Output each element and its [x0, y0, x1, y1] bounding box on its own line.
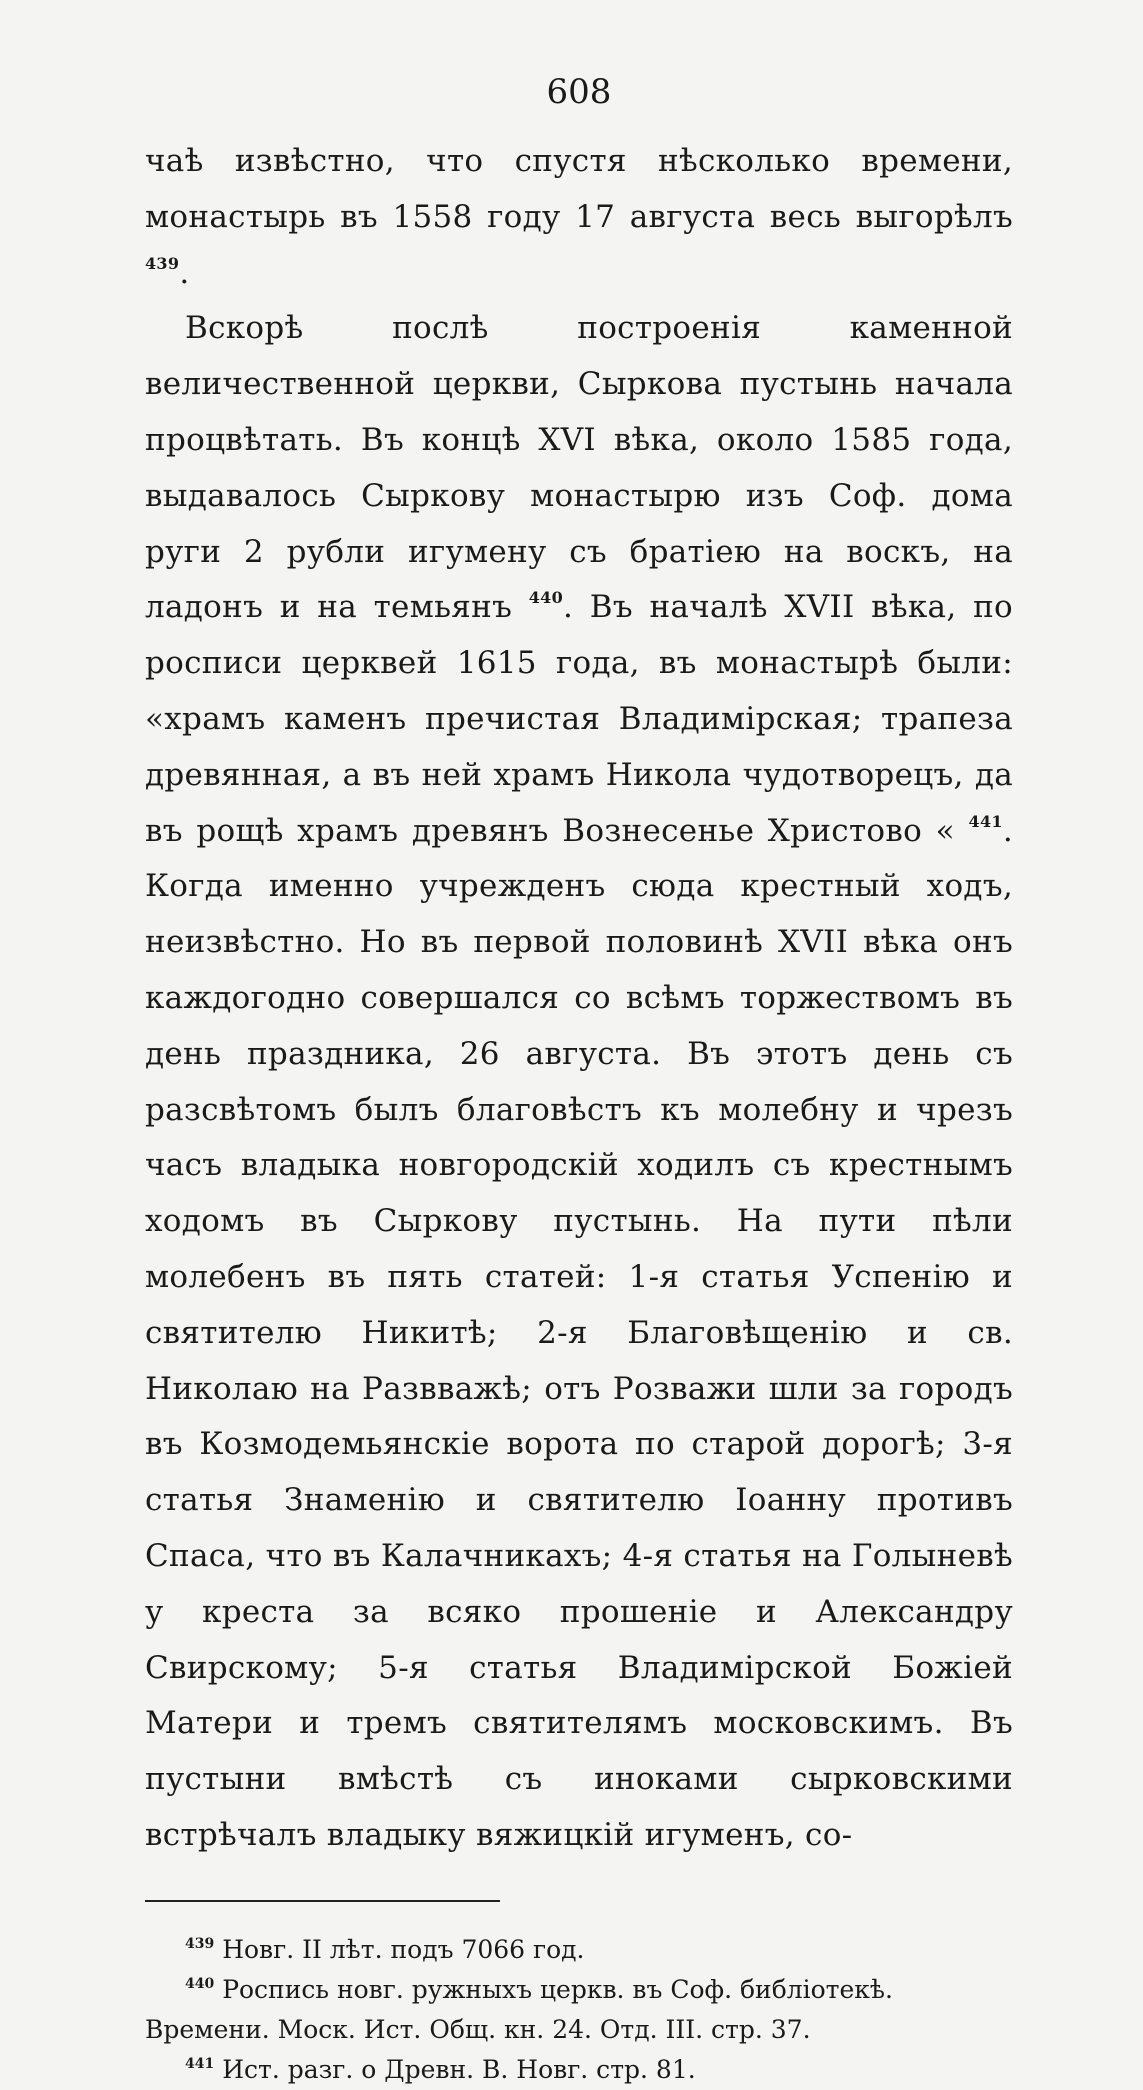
- paragraph-2: [145, 301, 1013, 1863]
- text-run: чаѣ извѣстно, что спустя нѣсколько времени, монастырь въ 1558 году 17 августа весь выгорѣлъ: [145, 143, 1013, 235]
- footnote-440: [145, 1970, 1013, 2050]
- text-run: . Когда именно учрежденъ сюда крестный ходъ, неизвѣстно. Но въ первой половинѣ XVII вѣка онъ каждогодно совершался со всѣмъ торжествомъ въ день праздника, 26 августа. Въ этотъ день съ разсвѣтомъ былъ благовѣстъ къ молебну и чрезъ часъ владыка новгородскій ходилъ съ крестнымъ ходомъ въ Сыркову пустынь. На пути пѣли молебенъ въ пять статей: 1-я статья Успенію и святителю Никитѣ; 2-я Благовѣщенію и св. Николаю на Развважѣ; отъ Розважи шли за городъ въ Козмодемьянскіе ворота по старой дорогѣ; 3-я статья Знаменію и святителю Іоанну противъ Спаса, что въ Калачникахъ; 4-я статья на Голыневѣ у креста за всяко прошеніе и Александру Свирскому; 5-я статья Владимірской Божіей Матери и тремъ святителямъ московскимъ. Въ пустыни вмѣстѣ съ иноками сырковскими встрѣчалъ владыку вяжицкій игуменъ, со-: [145, 812, 1013, 1853]
- footnote-number: 439: [185, 1935, 215, 1952]
- footnote-divider: [145, 1900, 500, 1902]
- body-text: [145, 134, 1013, 1864]
- footnote-number: 440: [185, 1975, 215, 1992]
- text-run: . Въ началѣ XVII вѣка, по росписи церквей 1615 года, въ монастырѣ были: «храмъ каменъ пречистая Владимірская; трапеза древянная, а въ ней храмъ Никола чудотворецъ, да въ рощѣ храмъ древянъ Вознесенье Христово «: [145, 589, 1013, 849]
- footnote-number: 441: [185, 2055, 215, 2072]
- footnotes: [145, 1930, 1013, 2090]
- page-number: 608: [546, 72, 612, 112]
- footnote-ref-439[interactable]: 439: [145, 253, 180, 273]
- text-run: Вскорѣ послѣ построенія каменной величественной церкви, Сыркова пустынь начала процвѣтать. Въ концѣ XVI вѣка, около 1585 года, выдавалось Сыркову монастырю изъ Соф. дома руги 2 рубли игумену съ братіею на воскъ, на ладонъ и на темьянъ: [145, 310, 1013, 626]
- footnote-441: [145, 2050, 1013, 2090]
- footnote-ref-440[interactable]: 440: [528, 588, 564, 608]
- paragraph-1: [145, 134, 1013, 301]
- footnote-text: Ист. разг. о Древн. В. Новг. стр. 81.: [222, 2054, 696, 2084]
- text-run: .: [179, 254, 190, 291]
- footnote-ref-441[interactable]: 441: [968, 811, 1003, 831]
- footnote-text: Новг. II лѣт. подъ 7066 год.: [222, 1934, 585, 1964]
- footnote-439: [145, 1930, 1013, 1970]
- footnote-text: Роспись новг. ружныхъ церкв. въ Соф. библіотекѣ. Времени. Моск. Ист. Общ. кн. 24. Отд. III. стр. 37.: [145, 1974, 893, 2044]
